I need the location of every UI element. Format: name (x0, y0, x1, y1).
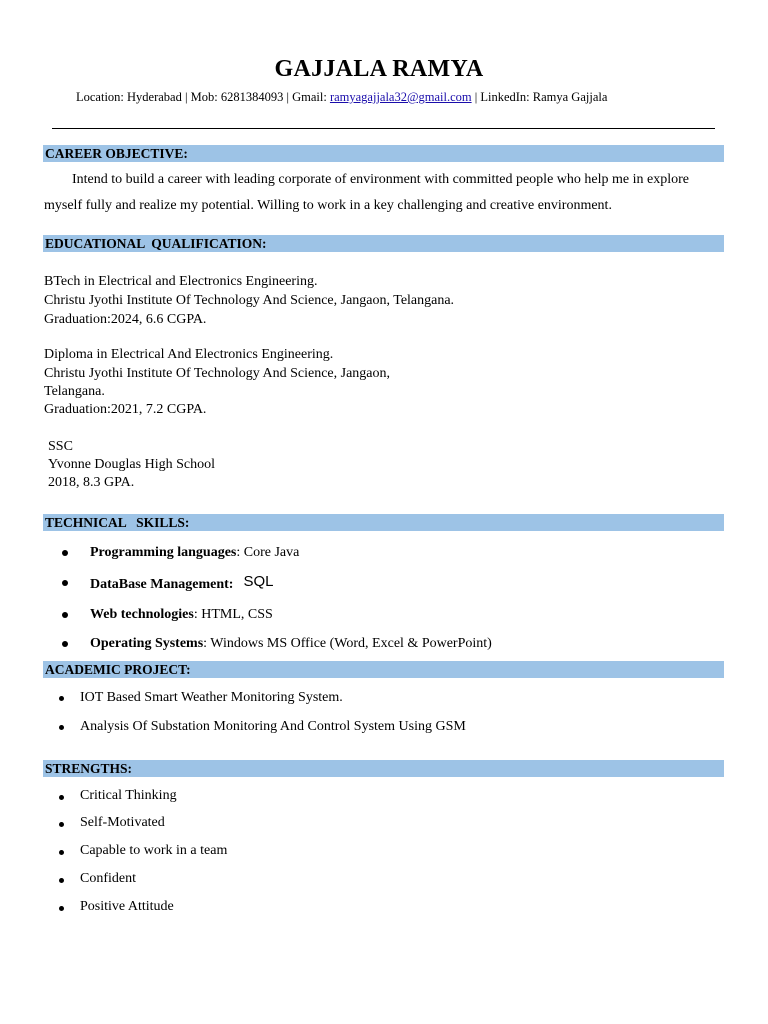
ssc-degree: SSC (48, 439, 73, 454)
linkedin-text: | LinkedIn: Ramya Gajjala (471, 90, 608, 104)
objective-line-1: Intend to build a career with leading corporate of environment with committed people who help me in explore (72, 172, 689, 187)
mobile-text: : 6281384093 | Gmail: (214, 90, 330, 104)
section-heading-strengths: STRENGTHS: (45, 761, 133, 776)
ssc-school: Yvonne Douglas High School (48, 457, 215, 472)
strength-item: Capable to work in a team (80, 843, 228, 858)
skill-label: Operating Systems (90, 636, 204, 651)
skill-item-database (90, 575, 274, 593)
btech-institute: Christu Jyothi Institute Of Technology And Science, Jangaon, Telangana. (44, 293, 455, 308)
section-band-strengths (43, 760, 724, 777)
bullet-icon (59, 850, 64, 855)
skill-item-programming (90, 545, 299, 561)
diploma-institute: Christu Jyothi Institute Of Technology And Science, Jangaon, (44, 366, 390, 381)
section-band-education (43, 235, 724, 252)
header-divider (52, 128, 715, 129)
diploma-degree: Diploma in Electrical And Electronics Engineering. (44, 347, 334, 362)
section-band-career-objective (43, 145, 724, 162)
skill-item-web (90, 607, 273, 623)
skill-label: Web technologies (90, 607, 194, 622)
diploma-graduation: Graduation:2021, 7.2 CGPA. (44, 402, 207, 417)
bullet-icon (59, 906, 64, 911)
email-link[interactable]: ramyagajjala32@gmail.com (329, 90, 472, 104)
bullet-icon (62, 580, 68, 586)
btech-graduation: Graduation:2024, 6.6 CGPA. (44, 312, 207, 327)
btech-degree: BTech in Electrical and Electronics Engineering. (44, 274, 318, 289)
contact-line (76, 90, 607, 105)
project-item: IOT Based Smart Weather Monitoring System. (80, 690, 343, 705)
bullet-icon (62, 550, 68, 556)
section-heading-academic-project: ACADEMIC PROJECT: (45, 662, 191, 677)
skill-item-os (90, 636, 492, 652)
section-heading-technical-skills: TECHNICAL SKILLS: (45, 515, 190, 530)
ssc-graduation: 2018, 8.3 GPA. (48, 475, 135, 490)
bullet-icon (59, 822, 64, 827)
section-heading-career-objective: CAREER OBJECTIVE: (45, 146, 188, 161)
section-band-technical-skills (43, 514, 724, 531)
bullet-icon (59, 725, 64, 730)
bullet-icon (59, 696, 64, 701)
project-item: Analysis Of Substation Monitoring And Control System Using GSM (80, 719, 466, 734)
objective-line-2: myself fully and realize my potential. Willing to work in a key challenging and creative environment. (44, 198, 612, 213)
skill-label: Programming languages (90, 545, 237, 560)
bullet-icon (59, 795, 64, 800)
strength-item: Positive Attitude (80, 899, 174, 914)
strength-item: Confident (80, 871, 136, 886)
skill-value: : Windows MS Office (Word, Excel & PowerPoint) (203, 636, 492, 651)
strength-item: Self-Motivated (80, 815, 165, 830)
bullet-icon (62, 641, 68, 647)
bullet-icon (62, 612, 68, 618)
section-band-academic-project (43, 661, 724, 678)
resume-name: GAJJALA RAMYA (274, 56, 484, 82)
strength-item: Critical Thinking (80, 788, 177, 803)
diploma-state: Telangana. (44, 384, 105, 399)
skill-value: SQL (243, 573, 274, 590)
skill-value: : Core Java (236, 545, 300, 560)
skill-label: DataBase Management: (90, 577, 234, 592)
section-heading-education: EDUCATIONAL QUALIFICATION: (45, 236, 267, 251)
location-text: Location: Hyderabad | Mob (76, 90, 215, 104)
skill-value: : HTML, CSS (193, 607, 273, 622)
bullet-icon (59, 878, 64, 883)
